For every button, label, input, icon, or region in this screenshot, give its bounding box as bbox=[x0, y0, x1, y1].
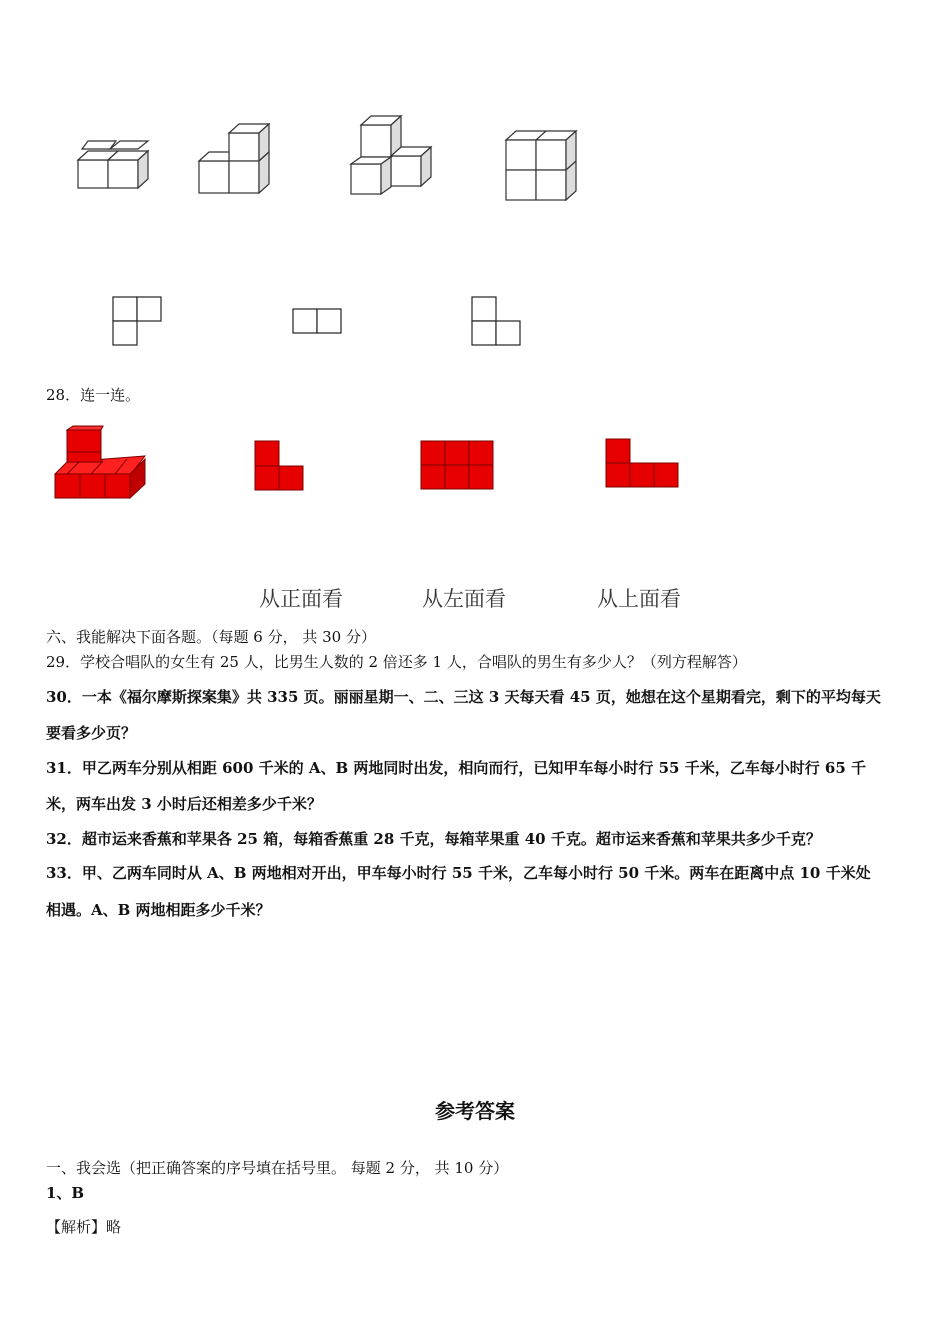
four-cube-square-solid bbox=[503, 128, 583, 208]
red-long-l-view bbox=[605, 438, 681, 490]
answer-1-analysis: 【解析】略 bbox=[46, 1218, 122, 1236]
question-32: 32．超市运来香蕉和苹果各 25 箱，每箱香蕉重 28 千克，每箱苹果重 40 千克。超市运来香蕉和苹果共多少千克？ bbox=[46, 830, 821, 848]
red-six-square-view bbox=[420, 440, 495, 492]
three-level-solid bbox=[348, 112, 438, 202]
l-shape-view-b bbox=[471, 296, 523, 348]
answers-section-1-heading: 一、我会选（把正确答案的序号填在括号里。 每题 2 分， 共 10 分） bbox=[46, 1159, 509, 1177]
question-30-line2: 要看多少页？ bbox=[46, 724, 137, 742]
red-l-view bbox=[254, 440, 306, 492]
stacked-step-solid bbox=[196, 120, 276, 200]
red-cube-solid bbox=[53, 426, 153, 501]
question-29: 29．学校合唱队的女生有 25 人，比男生人数的 2 倍还多 1 人，合唱队的男生有多少人？（列方程解答） bbox=[46, 653, 747, 671]
label-front-view: 从正面看 bbox=[259, 587, 343, 611]
answer-1: 1、B bbox=[46, 1184, 85, 1202]
answers-title: 参考答案 bbox=[435, 1099, 515, 1123]
section-6-heading: 六、我能解决下面各题。（每题 6 分， 共 30 分） bbox=[46, 628, 376, 646]
question-31-line1: 31．甲乙两车分别从相距 600 千米的 A、B 两地同时出发，相向而行，已知甲车每小时行 55 千米，乙车每小时行 65 千 bbox=[46, 759, 867, 777]
label-left-view: 从左面看 bbox=[422, 587, 506, 611]
question-31-line2: 米，两车出发 3 小时后还相差多少千米？ bbox=[46, 795, 322, 813]
l-shape-view-a bbox=[112, 296, 164, 348]
question-30-line1: 30．一本《福尔摩斯探案集》共 335 页。丽丽星期一、二、三这 3 天每天看 45 页，她想在这个星期看完，剩下的平均每天 bbox=[46, 688, 881, 706]
question-28: 28．连一连。 bbox=[46, 386, 141, 404]
three-cube-l-solid bbox=[75, 135, 155, 215]
two-square-view bbox=[292, 308, 344, 336]
question-33-line2: 相遇。A、B 两地相距多少千米？ bbox=[46, 901, 271, 919]
label-top-view: 从上面看 bbox=[597, 587, 681, 611]
question-33-line1: 33．甲、乙两车同时从 A、B 两地相对开出，甲车每小时行 55 千米，乙车每小时行 50 千米。两车在距离中点 10 千米处 bbox=[46, 864, 871, 882]
